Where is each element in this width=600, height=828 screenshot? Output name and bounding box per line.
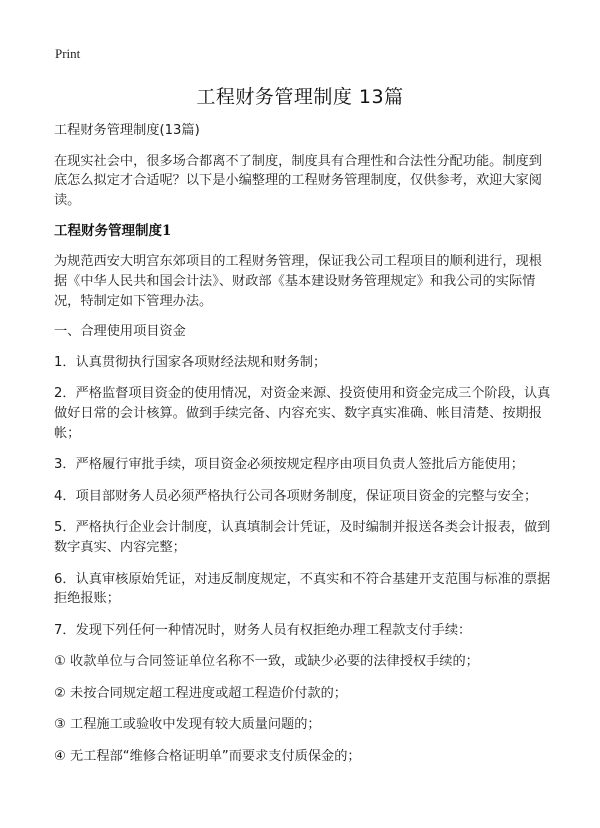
list-item: ④ 无工程部“维修合格证明单”而要求支付质保金的；	[54, 749, 361, 765]
item-list	[54, 353, 554, 767]
document-body	[54, 121, 554, 779]
page-title: 工程财务管理制度 13篇	[196, 86, 404, 108]
list-item: 2．严格监督项目资金的使用情况，对资金来源、投资使用和资金完成三个阶段，认真做好日常的会计核算。做到手续完备、内容充实、数字真实准确、帐目清楚、按期报帐；	[54, 386, 551, 441]
list-item: ① 收款单位与合同签证单位名称不一致，或缺少必要的法律授权手续的；	[54, 654, 479, 670]
list-item: ② 未按合同规定超工程进度或超工程造价付款的；	[54, 685, 347, 701]
subsection-heading: 一、合理使用项目资金	[54, 324, 186, 340]
list-item: 7．发现下列任何一种情况时，财务人员有权拒绝办理工程款支付手续：	[54, 622, 472, 638]
list-item: 6．认真审核原始凭证，对违反制度规定，不真实和不符合基建开支范围与标准的票据拒绝报账；	[54, 571, 551, 607]
list-item: ③ 工程施工或验收中发现有较大质量问题的；	[54, 717, 321, 733]
list-item: 3．严格履行审批手续，项目资金必须按规定程序由项目负责人签批后方能使用；	[54, 457, 524, 473]
intro-paragraph: 在现实社会中，很多场合都离不了制度，制度具有合理性和合法性分配功能。制度到底怎么拟定才合适呢？以下是小编整理的工程财务管理制度，仅供参考，欢迎大家阅读。	[54, 153, 542, 208]
list-item: 4．项目部财务人员必须严格执行公司各项财务制度，保证项目资金的完整与安全；	[54, 488, 538, 504]
list-item: 5．严格执行企业会计制度，认真填制会计凭证，及时编制并报送各类会计报表，做到数字真实、内容完整；	[54, 520, 551, 555]
list-item: 1．认真贯彻执行国家各项财经法规和财务制；	[54, 354, 327, 370]
section-intro-paragraph: 为规范西安大明宫东郊项目的工程财务管理，保证我公司工程项目的顺利进行，现根据《中华人民共和国会计法》、财政部《基本建设财务管理规定》和我公司的实际情况，特制定如下管理办法。	[54, 254, 542, 309]
section-heading: 工程财务管理制度1	[54, 223, 172, 240]
print-label: Print	[55, 46, 81, 61]
document-subtitle: 工程财务管理制度(13篇)	[54, 123, 200, 138]
